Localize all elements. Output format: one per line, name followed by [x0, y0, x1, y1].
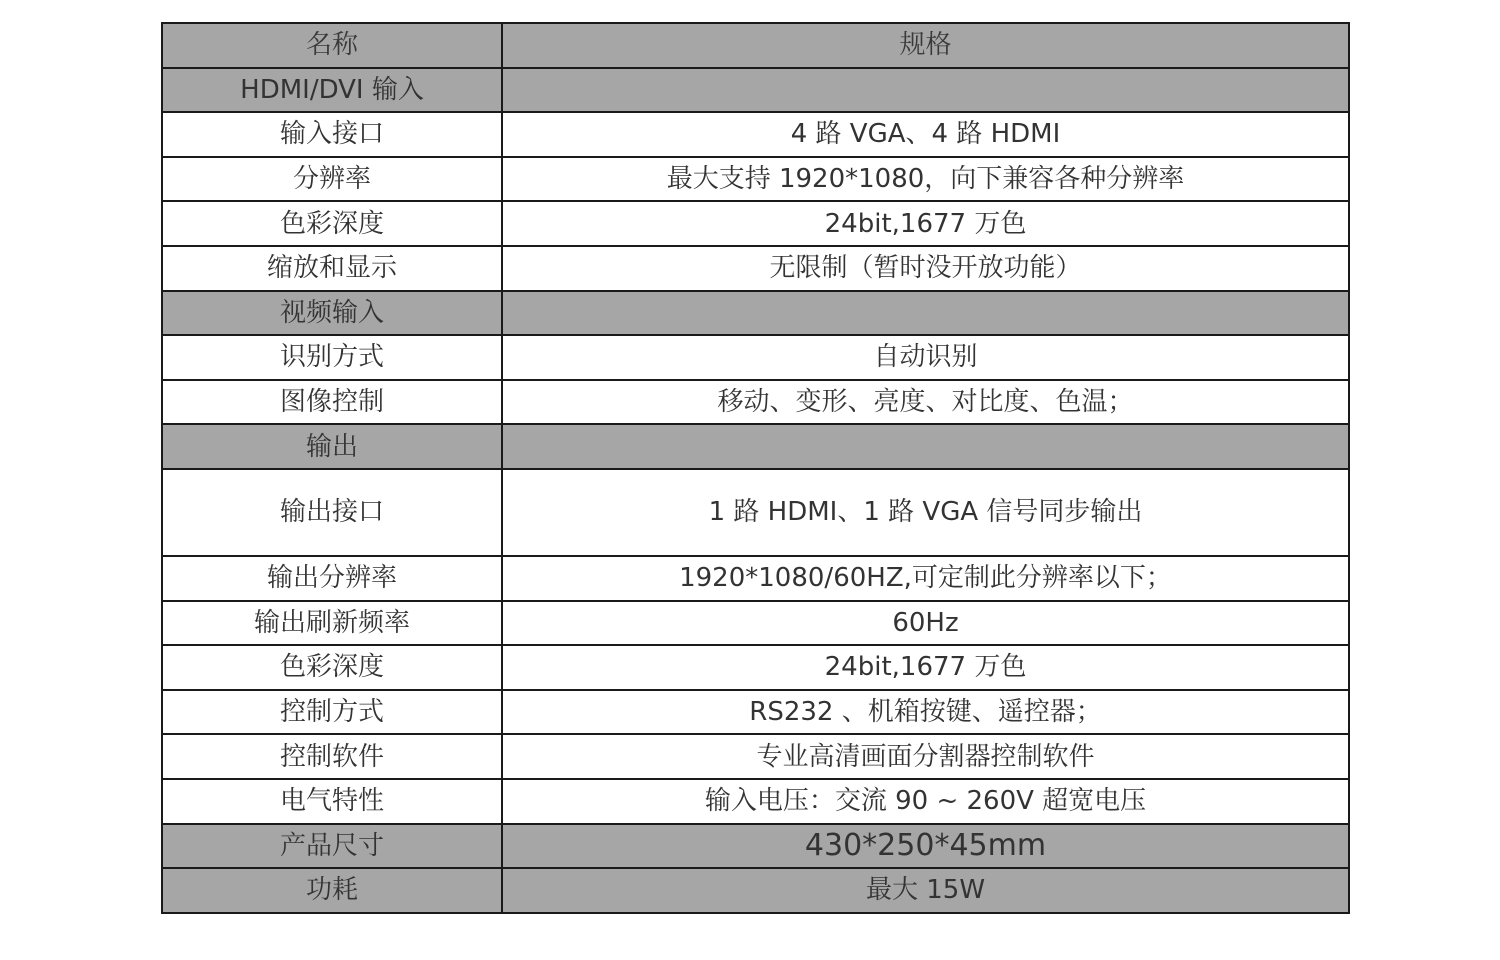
- row-spec: 自动识别: [502, 335, 1349, 380]
- section-row-video-input: [162, 291, 1349, 336]
- table-header-row: [162, 23, 1349, 68]
- row-name: 电气特性: [162, 779, 502, 824]
- row-name: HDMI/DVI 输入: [162, 68, 502, 113]
- section-row-hdmi-dvi-input: [162, 68, 1349, 113]
- row-spec: 1 路 HDMI、1 路 VGA 信号同步输出: [502, 469, 1349, 556]
- row-name: 色彩深度: [162, 201, 502, 246]
- header-name: 名称: [162, 23, 502, 68]
- table-row: [162, 112, 1349, 157]
- row-spec: 24bit,1677 万色: [502, 201, 1349, 246]
- table-row: [162, 380, 1349, 425]
- section-row-output: [162, 424, 1349, 469]
- row-spec: RS232 、机箱按键、遥控器；: [502, 690, 1349, 735]
- row-name: 识别方式: [162, 335, 502, 380]
- table-row: [162, 157, 1349, 202]
- row-name: 色彩深度: [162, 645, 502, 690]
- row-spec: 输入电压：交流 90 ~ 260V 超宽电压: [502, 779, 1349, 824]
- row-spec: 60Hz: [502, 601, 1349, 646]
- row-name: 输入接口: [162, 112, 502, 157]
- table-row: [162, 556, 1349, 601]
- row-spec: 1920*1080/60HZ,可定制此分辨率以下；: [502, 556, 1349, 601]
- table-row: [162, 335, 1349, 380]
- table-row: [162, 779, 1349, 824]
- row-name: 控制方式: [162, 690, 502, 735]
- row-name: 输出接口: [162, 469, 502, 556]
- row-spec: 无限制（暂时没开放功能）: [502, 246, 1349, 291]
- table-row: [162, 246, 1349, 291]
- table-row-power-consumption: [162, 868, 1349, 913]
- table-row: [162, 601, 1349, 646]
- row-spec: 430*250*45mm: [502, 824, 1349, 869]
- row-name: 控制软件: [162, 734, 502, 779]
- row-name: 视频输入: [162, 291, 502, 336]
- table-row: [162, 469, 1349, 556]
- row-spec: 移动、变形、亮度、对比度、色温；: [502, 380, 1349, 425]
- row-name: 图像控制: [162, 380, 502, 425]
- row-name: 输出分辨率: [162, 556, 502, 601]
- table-row: [162, 690, 1349, 735]
- row-spec: 专业高清画面分割器控制软件: [502, 734, 1349, 779]
- row-spec: 最大支持 1920*1080，向下兼容各种分辨率: [502, 157, 1349, 202]
- row-name: 产品尺寸: [162, 824, 502, 869]
- row-name: 输出: [162, 424, 502, 469]
- row-spec: 4 路 VGA、4 路 HDMI: [502, 112, 1349, 157]
- row-spec: 24bit,1677 万色: [502, 645, 1349, 690]
- row-spec: [502, 68, 1349, 113]
- row-name: 功耗: [162, 868, 502, 913]
- row-name: 缩放和显示: [162, 246, 502, 291]
- spec-table: [161, 22, 1350, 914]
- row-spec: 最大 15W: [502, 868, 1349, 913]
- header-spec: 规格: [502, 23, 1349, 68]
- row-spec: [502, 291, 1349, 336]
- row-name: 分辨率: [162, 157, 502, 202]
- row-name: 输出刷新频率: [162, 601, 502, 646]
- table-row-product-size: [162, 824, 1349, 869]
- table-row: [162, 734, 1349, 779]
- table-row: [162, 201, 1349, 246]
- row-spec: [502, 424, 1349, 469]
- table-row: [162, 645, 1349, 690]
